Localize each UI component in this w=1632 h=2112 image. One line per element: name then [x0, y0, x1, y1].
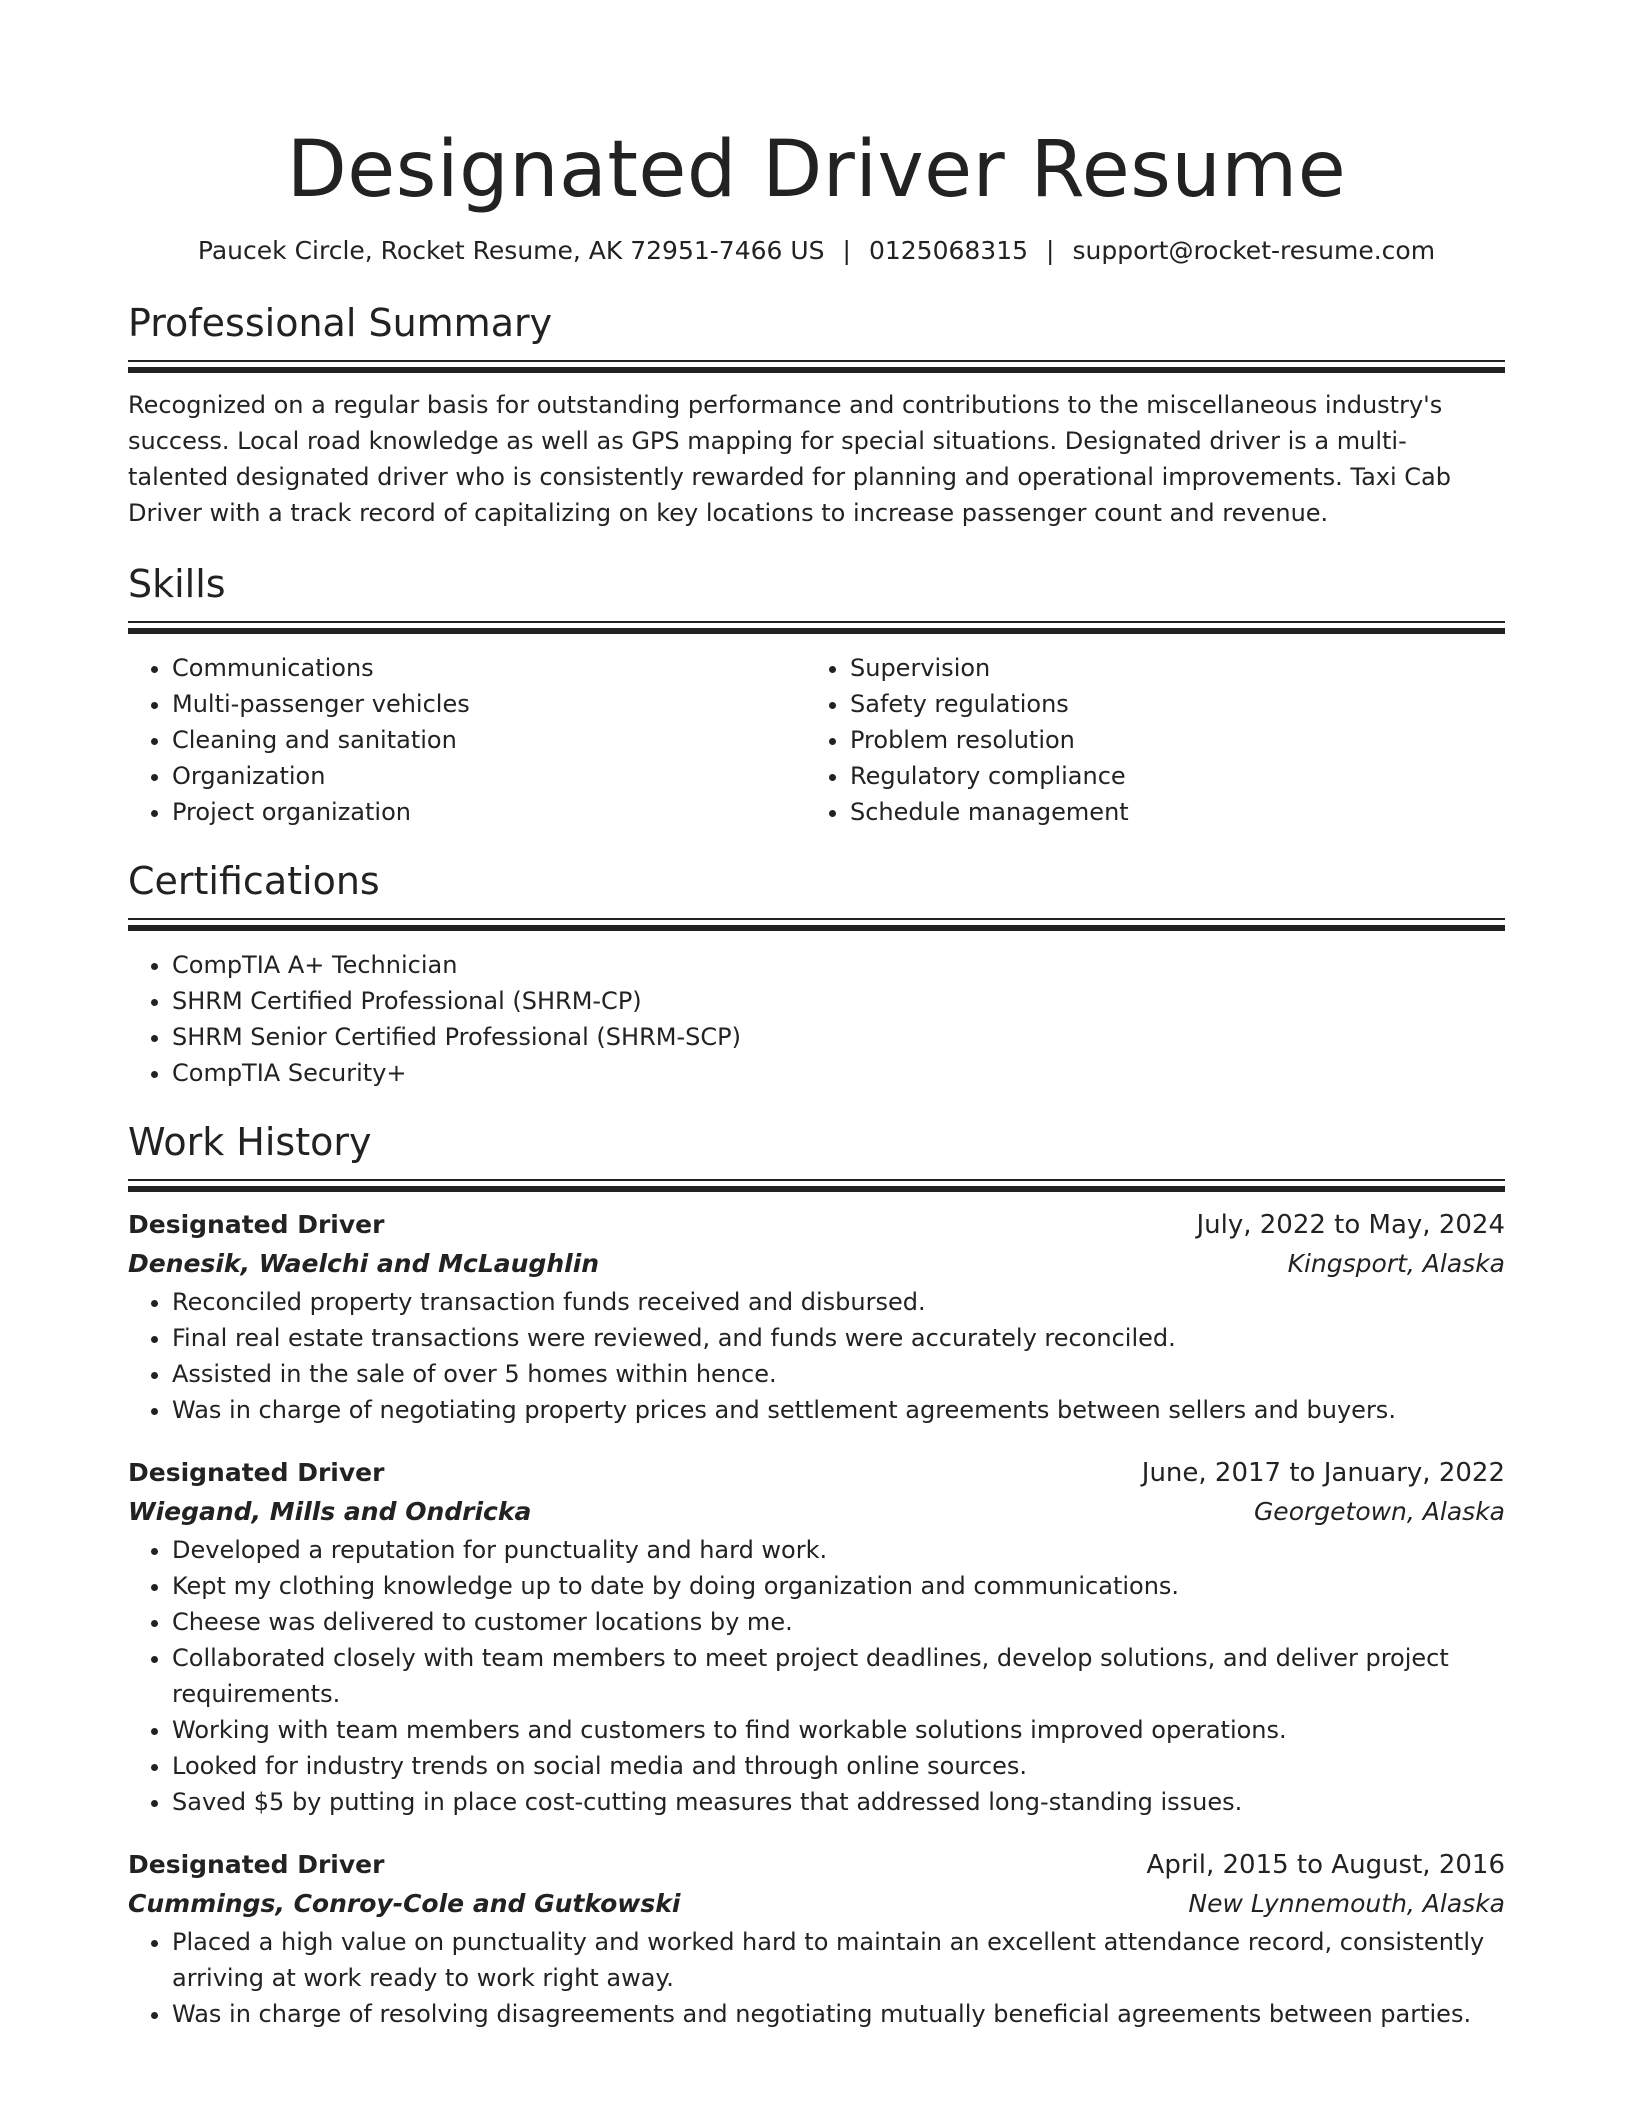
contact-phone: 0125068315	[868, 236, 1029, 265]
certifications-heading: Certifications	[128, 859, 380, 903]
job-location: New Lynnemouth, Alaska	[1188, 1889, 1505, 1918]
job-header-row	[128, 1846, 1505, 1884]
skills-list-left	[128, 650, 806, 830]
resume-content	[128, 0, 1505, 2032]
certification-item: • SHRM Certified Professional (SHRM-CP)	[172, 983, 1505, 1019]
section-divider-thin	[128, 1179, 1505, 1181]
skill-item: • Regulatory compliance	[850, 758, 1484, 794]
job-duty: • Cheese was delivered to customer locations by me.	[172, 1604, 1505, 1640]
contact-address: Paucek Circle, Rocket Resume, AK 72951-7466 US	[197, 236, 825, 265]
job-company: Cummings, Conroy-Cole and Gutkowski	[128, 1889, 681, 1918]
certifications-section	[128, 856, 1505, 1091]
job-duty: • Assisted in the sale of over 5 homes within hence.	[172, 1356, 1505, 1392]
skill-item: • Safety regulations	[850, 686, 1484, 722]
resume-title: Designated Driver Resume	[286, 125, 1347, 215]
skill-item: • Project organization	[172, 794, 806, 830]
summary-section	[128, 298, 1505, 531]
job-duty: • Looked for industry trends on social media and through online sources.	[172, 1748, 1505, 1784]
job-duties-list	[128, 1532, 1505, 1820]
job-subheader-row	[128, 1884, 1505, 1924]
certification-item: • CompTIA A+ Technician	[172, 947, 1505, 983]
job-title: Designated Driver	[128, 1210, 385, 1239]
job-title: Designated Driver	[128, 1458, 385, 1487]
contact-separator: |	[1046, 236, 1055, 265]
contact-separator: |	[842, 236, 851, 265]
skill-item: • Cleaning and sanitation	[172, 722, 806, 758]
skills-section	[128, 559, 1505, 830]
job-duty: • Placed a high value on punctuality and worked hard to maintain an excellent attendance record, consistently arriving at work ready to work right away.	[172, 1924, 1505, 1996]
section-divider-thin	[128, 918, 1505, 920]
skills-heading: Skills	[128, 562, 226, 606]
work-history-section	[128, 1117, 1505, 2032]
job-entry	[128, 1846, 1505, 2032]
certification-item: • SHRM Senior Certified Professional (SHRM-SCP)	[172, 1019, 1505, 1055]
section-divider-thick	[128, 628, 1505, 634]
job-duty: • Final real estate transactions were reviewed, and funds were accurately reconciled.	[172, 1320, 1505, 1356]
skill-item: • Multi-passenger vehicles	[172, 686, 806, 722]
job-company: Denesik, Waelchi and McLaughlin	[128, 1249, 600, 1278]
skills-column-left	[128, 650, 806, 830]
contact-email: support@rocket-resume.com	[1072, 236, 1436, 265]
summary-heading: Professional Summary	[128, 301, 553, 345]
skills-grid	[128, 650, 1505, 830]
job-duties-list	[128, 1284, 1505, 1428]
job-duty: • Was in charge of resolving disagreements and negotiating mutually beneficial agreements between parties.	[172, 1996, 1505, 2032]
job-entry	[128, 1454, 1505, 1820]
job-duty: • Collaborated closely with team members to meet project deadlines, develop solutions, and deliver project requirements.	[172, 1640, 1505, 1712]
certification-item: • CompTIA Security+	[172, 1055, 1505, 1091]
section-divider-thick	[128, 367, 1505, 373]
job-header-row	[128, 1454, 1505, 1492]
job-duty: • Kept my clothing knowledge up to date by doing organization and communications.	[172, 1568, 1505, 1604]
job-duty: • Reconciled property transaction funds received and disbursed.	[172, 1284, 1505, 1320]
work-history-heading: Work History	[128, 1120, 372, 1164]
certifications-list	[128, 947, 1505, 1091]
job-header-row	[128, 1206, 1505, 1244]
skills-list-right	[806, 650, 1484, 830]
job-location: Kingsport, Alaska	[1287, 1249, 1505, 1278]
job-dates: June, 2017 to January, 2022	[1141, 1458, 1505, 1488]
summary-text: Recognized on a regular basis for outstanding performance and contributions to the miscellaneous industry's success. Local road knowledge as well as GPS mapping for special situations. Designated driver is a multi-talented designated driver who is consistently rewarded for planning and operational improvements. Taxi Cab Driver with a track record of capitalizing on key locations to increase passenger count and revenue.	[128, 391, 1451, 527]
job-dates: July, 2022 to May, 2024	[1196, 1210, 1505, 1240]
job-location: Georgetown, Alaska	[1253, 1497, 1505, 1526]
job-company: Wiegand, Mills and Ondricka	[128, 1497, 532, 1526]
section-divider-thin	[128, 621, 1505, 623]
section-divider-thick	[128, 925, 1505, 931]
skill-item: • Communications	[172, 650, 806, 686]
skills-column-right	[806, 650, 1484, 830]
section-divider-thin	[128, 360, 1505, 362]
skill-item: • Supervision	[850, 650, 1484, 686]
skill-item: • Organization	[172, 758, 806, 794]
job-duty: • Working with team members and customers to find workable solutions improved operations.	[172, 1712, 1505, 1748]
contact-line	[128, 234, 1505, 268]
skill-item: • Problem resolution	[850, 722, 1484, 758]
job-title: Designated Driver	[128, 1850, 385, 1879]
skill-item: • Schedule management	[850, 794, 1484, 830]
section-divider-thick	[128, 1186, 1505, 1192]
job-subheader-row	[128, 1244, 1505, 1284]
job-dates: April, 2015 to August, 2016	[1146, 1850, 1505, 1880]
job-duty: • Saved $5 by putting in place cost-cutting measures that addressed long-standing issues.	[172, 1784, 1505, 1820]
job-duty: • Developed a reputation for punctuality and hard work.	[172, 1532, 1505, 1568]
job-duty: • Was in charge of negotiating property prices and settlement agreements between sellers and buyers.	[172, 1392, 1505, 1428]
job-subheader-row	[128, 1492, 1505, 1532]
job-duties-list	[128, 1924, 1505, 2032]
job-entry	[128, 1206, 1505, 1428]
